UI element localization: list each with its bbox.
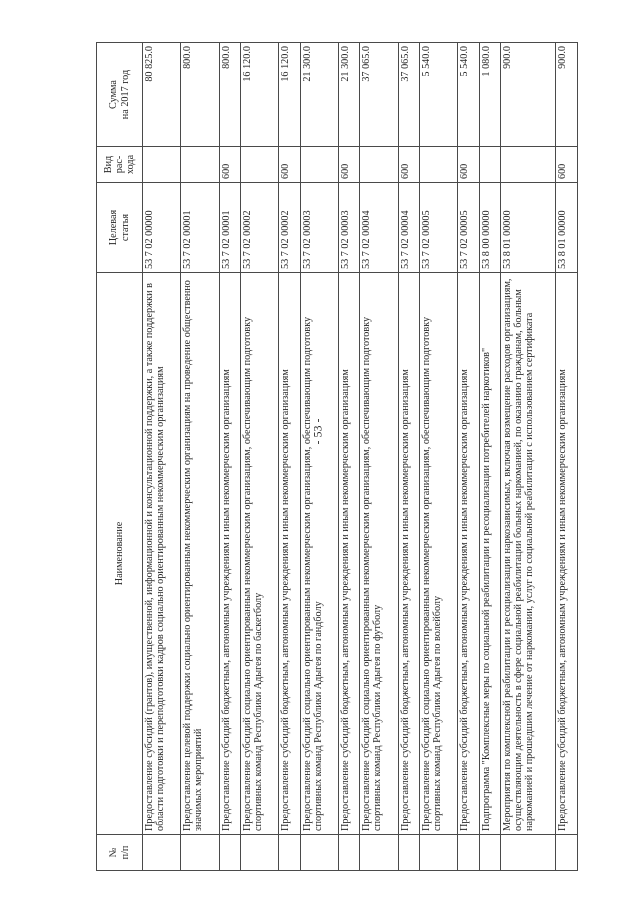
cell-number (398, 835, 419, 871)
cell-code: 53 7 02 00002 (241, 183, 279, 273)
cell-name: Предоставление субсидий социально ориентированным некоммерческим организациям, обеспечивающим подготовку спортивных команд Республики Адыгея по гандболу (300, 273, 338, 835)
cell-number (300, 835, 338, 871)
budget-table (96, 42, 578, 871)
table-row (279, 43, 300, 871)
cell-type: 600 (398, 147, 419, 183)
cell-name: Предоставление субсидий бюджетным, автономным учреждениям и иным некоммерческим организациям (556, 273, 578, 835)
cell-sum: 800.0 (181, 43, 219, 147)
table-row (479, 43, 500, 871)
page-number: - 53 - (310, 418, 325, 445)
cell-type (360, 147, 398, 183)
cell-type (241, 147, 279, 183)
cell-sum: 1 080.0 (479, 43, 500, 147)
cell-type: 600 (279, 147, 300, 183)
cell-number (420, 835, 458, 871)
cell-sum: 900.0 (501, 43, 556, 147)
cell-code: 53 7 02 00005 (420, 183, 458, 273)
cell-number (339, 835, 360, 871)
table-row (339, 43, 360, 871)
cell-name: Предоставление субсидий бюджетным, автономным учреждениям и иным некоммерческим организациям (458, 273, 479, 835)
cell-type (143, 147, 181, 183)
table-row (360, 43, 398, 871)
cell-name: Предоставление субсидий социально ориентированным некоммерческим организациям, обеспечивающим подготовку спортивных команд Республики Адыгея по футболу (360, 273, 398, 835)
cell-name: Предоставление целевой поддержки социально ориентированным некоммерческим организациям на проведение общественно значимых мероприятий (181, 273, 219, 835)
cell-name: Предоставление субсидий бюджетным, автономным учреждениям и иным некоммерческим организациям (398, 273, 419, 835)
table-row (556, 43, 578, 871)
cell-code: 53 7 02 00002 (279, 183, 300, 273)
cell-type (181, 147, 219, 183)
cell-number (241, 835, 279, 871)
table-body (143, 43, 578, 871)
cell-number (458, 835, 479, 871)
table-header-row (97, 43, 143, 871)
cell-name: Мероприятия по комплексной реабилитации и ресоциализации наркозависимых, включая возмещение расходов организациям, осуществляющим деятельность в сфере социальной реабилитации больных наркоманией, по оказанию гражданам, больным наркоманией и прошедшим лечение от наркомании, услуг по социальной реабилитации с использованием сертификата (501, 273, 556, 835)
cell-sum: 37 065.0 (398, 43, 419, 147)
header-name-label: Наименование (113, 521, 125, 586)
table-row (143, 43, 181, 871)
cell-number (279, 835, 300, 871)
table-row (219, 43, 240, 871)
header-sum-label: Сумма на 2017 год (108, 69, 131, 120)
cell-sum: 800.0 (219, 43, 240, 147)
header-code (97, 183, 143, 273)
cell-sum: 37 065.0 (360, 43, 398, 147)
cell-name: Предоставление субсидий бюджетным, автономным учреждениям и иным некоммерческим организациям (279, 273, 300, 835)
cell-type: 600 (458, 147, 479, 183)
rotated-table-frame (96, 43, 578, 871)
cell-code: 53 7 02 00004 (398, 183, 419, 273)
cell-number (219, 835, 240, 871)
cell-sum: 80 825.0 (143, 43, 181, 147)
cell-type (479, 147, 500, 183)
cell-sum: 5 540.0 (420, 43, 458, 147)
cell-number (143, 835, 181, 871)
cell-type (420, 147, 458, 183)
cell-type: 600 (339, 147, 360, 183)
cell-code: 53 7 02 00005 (458, 183, 479, 273)
cell-name: Предоставление субсидий бюджетным, автономным учреждениям и иным некоммерческим организациям (219, 273, 240, 835)
header-number (97, 835, 143, 871)
cell-name: Подпрограмма "Комплексные меры по социальной реабилитации и ресоциализации потребителей наркотиков" (479, 273, 500, 835)
cell-number (360, 835, 398, 871)
cell-type (501, 147, 556, 183)
header-sum (97, 43, 143, 147)
cell-code: 53 7 02 00004 (360, 183, 398, 273)
cell-type (300, 147, 338, 183)
cell-code: 53 8 00 00000 (479, 183, 500, 273)
cell-code: 53 7 02 00000 (143, 183, 181, 273)
cell-sum: 16 120.0 (279, 43, 300, 147)
cell-sum: 5 540.0 (458, 43, 479, 147)
cell-name: Предоставление субсидий бюджетным, автономным учреждениям и иным некоммерческим организациям (339, 273, 360, 835)
cell-sum: 21 300.0 (339, 43, 360, 147)
cell-type: 600 (556, 147, 578, 183)
cell-number (501, 835, 556, 871)
budget-table-container (96, 43, 578, 871)
cell-code: 53 7 02 00003 (300, 183, 338, 273)
table-row (241, 43, 279, 871)
cell-sum: 900.0 (556, 43, 578, 147)
cell-code: 53 7 02 00001 (181, 183, 219, 273)
cell-code: 53 7 02 00001 (219, 183, 240, 273)
cell-name: Предоставление субсидий социально ориентированным некоммерческим организациям, обеспечивающим подготовку спортивных команд Республики Адыгея по баскетболу (241, 273, 279, 835)
table-row (398, 43, 419, 871)
cell-number (479, 835, 500, 871)
header-type-label: Вид рас- хода (102, 154, 136, 175)
cell-type: 600 (219, 147, 240, 183)
header-type (97, 147, 143, 183)
cell-sum: 16 120.0 (241, 43, 279, 147)
cell-code: 53 8 01 00000 (556, 183, 578, 273)
cell-sum: 21 300.0 (300, 43, 338, 147)
header-code-label: Целевая статья (108, 209, 131, 246)
cell-number (181, 835, 219, 871)
cell-code: 53 8 01 00000 (501, 183, 556, 273)
cell-code: 53 7 02 00003 (339, 183, 360, 273)
table-row (501, 43, 556, 871)
table-row (420, 43, 458, 871)
table-row (458, 43, 479, 871)
cell-number (556, 835, 578, 871)
cell-name: Предоставление субсидий (грантов), имущественной, информационной и консультационной поддержки, а также поддержки в области подготовки и переподготовки кадров социально ориентированным некоммерческим организациям (143, 273, 181, 835)
header-name (97, 273, 143, 835)
header-number-label: № п/п (108, 845, 131, 860)
cell-name: Предоставление субсидий социально ориентированным некоммерческим организациям, обеспечивающим подготовку спортивных команд Республики Адыгея по волейболу (420, 273, 458, 835)
table-row (300, 43, 338, 871)
table-row (181, 43, 219, 871)
